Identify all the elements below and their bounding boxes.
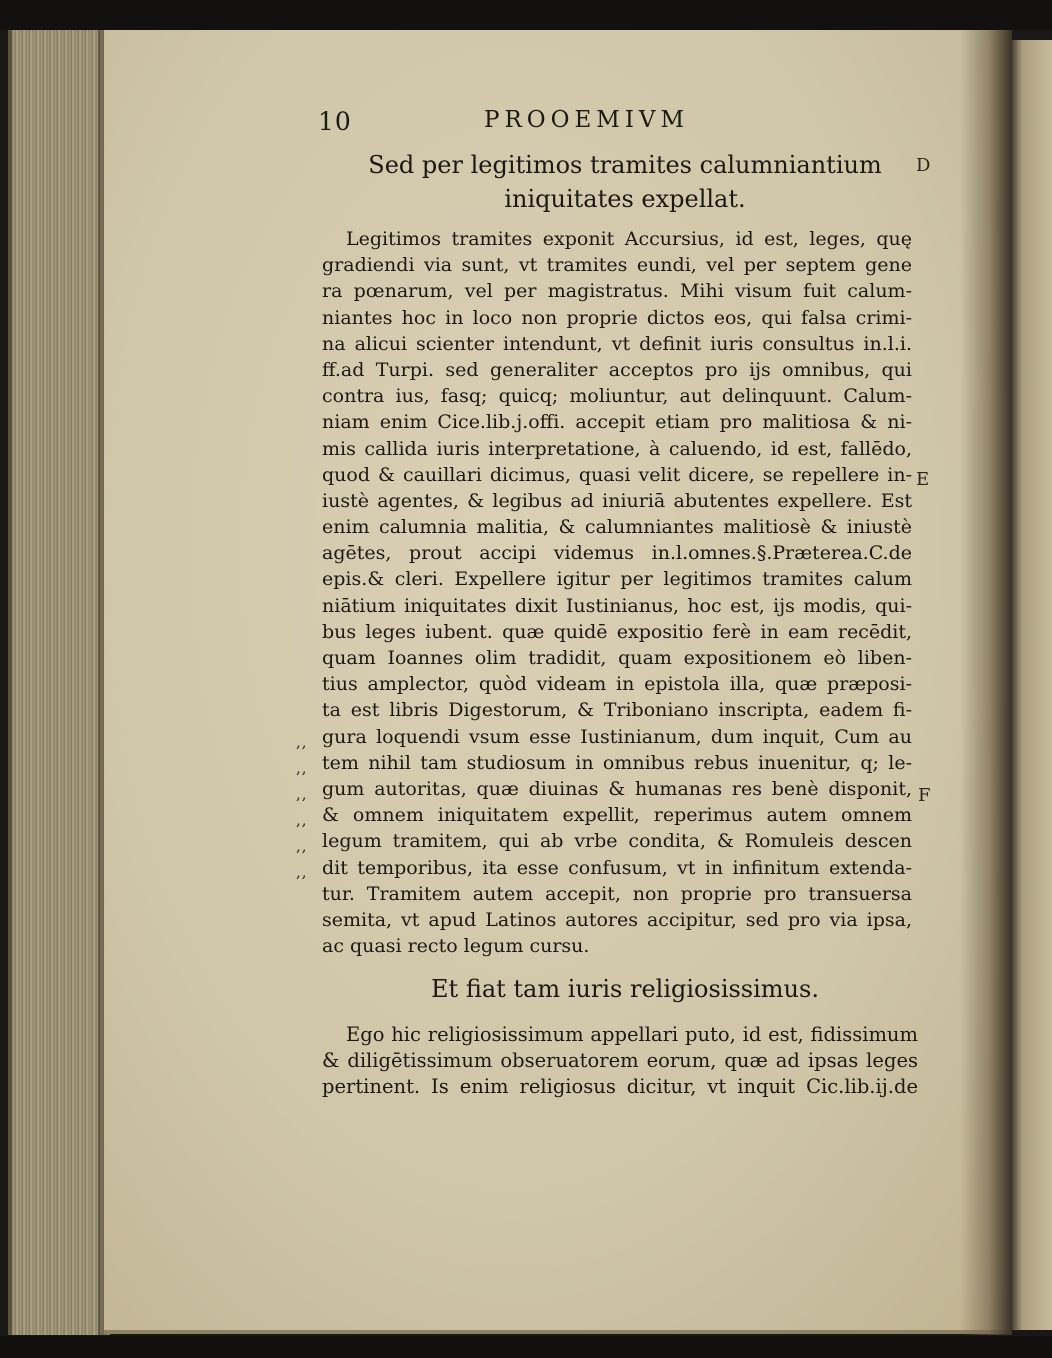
facing-page-edge [1012, 40, 1052, 1330]
margin-letter: F [918, 785, 931, 806]
text-line: legum tramitem, qui ab vrbe condita, & Romuleis descen [322, 830, 912, 853]
text-line: gradiendi via sunt, vt tramites eundi, vel per septem gene [322, 254, 912, 277]
quotation-mark: ,, [296, 811, 308, 829]
text-line: Legitimos tramites exponit Accursius, id est, leges, quę [346, 228, 912, 250]
text-line: niam enim Cice.lib.j.offi. accepit etiam pro malitiosa & ni- [322, 411, 912, 434]
text-line: tius amplector, quòd videam in epistola illa, quæ præposi- [322, 673, 912, 696]
text-line: mis callida iuris interpretatione, à caluendo, id est, fallēdo, [322, 437, 912, 460]
text-line: na alicui scienter intendunt, vt definit iuris consultus in.l.i. [322, 332, 912, 355]
text-line: agētes, prout accipi videmus in.l.omnes.§.Præterea.C.de [322, 542, 912, 565]
commentary-paragraph [322, 1022, 918, 1101]
heading-line: Sed per legitimos tramites calumniantium [368, 151, 882, 179]
margin-letter: D [916, 155, 931, 176]
text-line: gura loquendi vsum esse Iustinianum, dum inquit, Cum au [322, 725, 912, 748]
text-line: niantes hoc in loco non proprie dictos eos, qui falsa crimi- [322, 306, 912, 329]
text-line: semita, vt apud Latinos autores accipitur, sed pro via ipsa, [322, 908, 912, 931]
heading-line: Et fiat tam iuris religiosissimus. [431, 975, 819, 1003]
text-line: pertinent. Is enim religiosus dicitur, vt inquit Cic.lib.ij.de [322, 1075, 918, 1099]
text-line: & omnem iniquitatem expellit, reperimus autem omnem [322, 804, 912, 827]
text-line: Ego hic religiosissimum appellari puto, id est, fidissimum [346, 1023, 918, 1046]
text-line: quam Ioannes olim tradidit, quam expositionem eò liben- [322, 647, 912, 669]
quotation-mark: ,, [296, 733, 308, 751]
text-line: bus leges iubent. quæ quidē expositio ferè in eam recēdit, [322, 620, 912, 643]
scan-background-top [0, 0, 1052, 30]
commentary-paragraph [322, 226, 912, 959]
text-line: & diligētissimum obseruatorem eorum, quæ ad ipsas leges [322, 1049, 918, 1073]
text-line: niātium iniquitates dixit Iustinianus, hoc est, ijs modis, qui- [322, 594, 912, 617]
text-line: quod & cauillari dicimus, quasi velit dicere, se repellere in- [322, 463, 912, 486]
section-heading [320, 148, 930, 216]
scan-background-bottom [0, 1336, 1052, 1358]
text-line: enim calumnia malitia, & calumniantes malitiosè & iniustè [322, 516, 912, 539]
text-line: epis.& cleri. Expellere igitur per legitimos tramites calum [322, 568, 912, 591]
text-line: tem nihil tam studiosum in omnibus rebus inuenitur, q; le- [322, 751, 912, 774]
text-line: tur. Tramitem autem accepit, non proprie pro transuersa [322, 882, 912, 905]
quotation-mark: ,, [296, 863, 308, 881]
quotation-mark: ,, [296, 785, 308, 803]
text-line: ff.ad Turpi. sed generaliter acceptos pro ijs omnibus, qui [322, 358, 912, 381]
text-line: ta est libris Digestorum, & Triboniano inscripta, eadem fi- [322, 699, 912, 722]
section-heading [320, 972, 930, 1006]
text-line: gum autoritas, quæ diuinas & humanas res benè disponit, [322, 777, 912, 800]
text-line: iustè agentes, & legibus ad iniuriā abutentes expellere. Est [322, 489, 912, 512]
heading-line: iniquitates expellat. [504, 185, 746, 213]
text-line: ra pœnarum, vel per magistratus. Mihi visum fuit calum- [322, 280, 912, 303]
page-block-fore-edge [8, 30, 110, 1335]
text-line: ac quasi recto legum cursu. [322, 935, 590, 958]
quotation-mark: ,, [296, 837, 308, 855]
text-line: dit temporibus, ita esse confusum, vt in infinitum extenda- [322, 856, 912, 879]
running-head-title: PROOEMIVM [484, 107, 690, 133]
folio-number: 10 [318, 107, 352, 136]
quotation-mark: ,, [296, 759, 308, 777]
margin-letter: E [916, 469, 930, 490]
binding-gutter [960, 30, 1012, 1335]
text-line: contra ius, fasq; quicq; moliuntur, aut delinquunt. Calum- [322, 385, 912, 408]
